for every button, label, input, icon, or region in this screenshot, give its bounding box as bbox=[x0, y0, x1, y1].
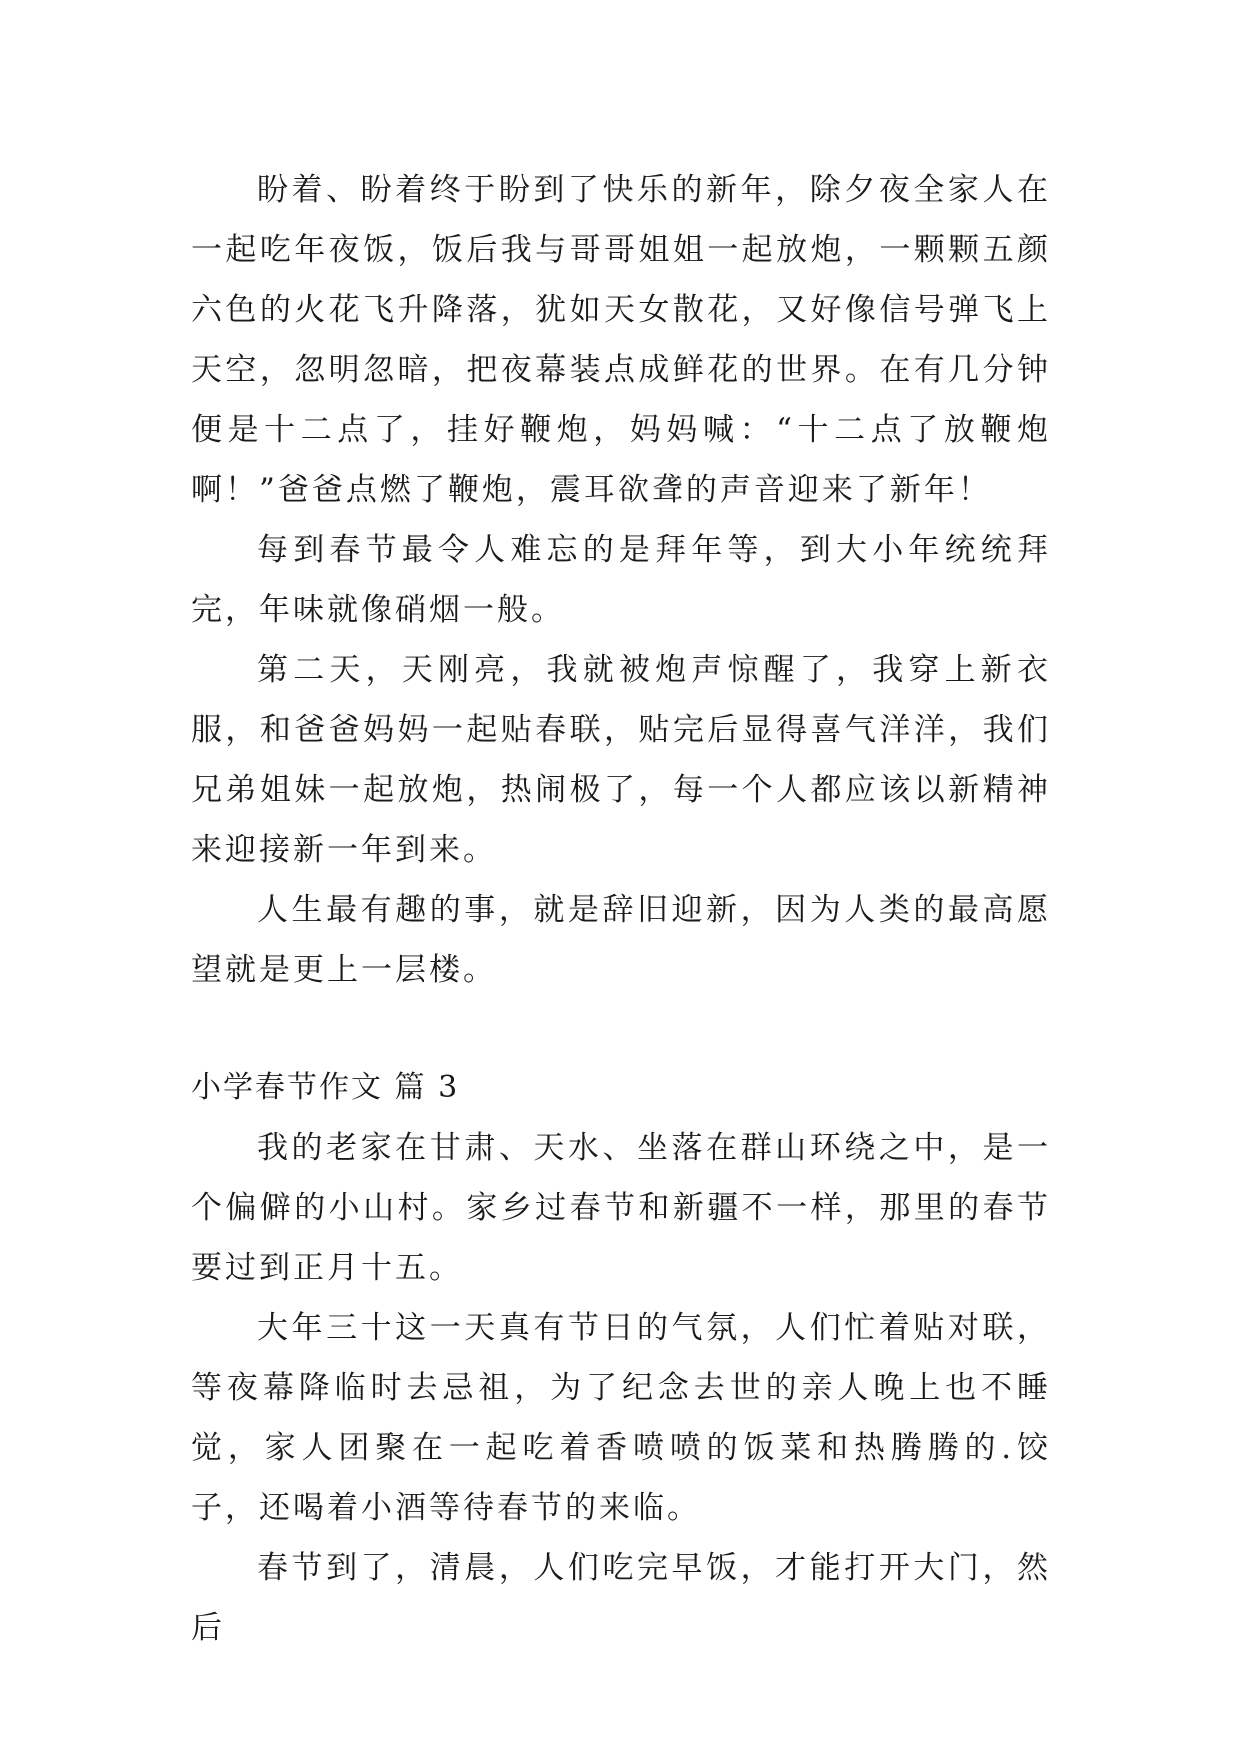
paragraph-new-year-eve: 盼着、盼着终于盼到了快乐的新年，除夕夜全家人在一起吃年夜饭，饭后我与哥哥姐姐一起放炮，一颗颗五颜六色的火花飞升降落，犹如天女散花，又好像信号弹飞上天空，忽明忽暗，把夜幕装点成鲜花的世界。在有几分钟便是十二点了，挂好鞭炮，妈妈喊：“十二点了放鞭炮啊！”爸爸点燃了鞭炮，震耳欲聋的声音迎来了新年！ bbox=[191, 172, 1051, 508]
paragraph-new-year-eve-hometown: 大年三十这一天真有节日的气氛，人们忙着贴对联，等夜幕降临时去忌祖，为了纪念去世的亲人晚上也不睡觉，家人团聚在一起吃着香喷喷的饭菜和热腾腾的.饺子，还喝着小酒等待春节的来临。 bbox=[191, 1310, 1051, 1526]
paragraph-new-year-greetings: 每到春节最令人难忘的是拜年等，到大小年统统拜完，年味就像硝烟一般。 bbox=[191, 532, 1051, 628]
document-page bbox=[191, 160, 1051, 1658]
paragraph-hometown: 我的老家在甘肃、天水、坐落在群山环绕之中，是一个偏僻的小山村。家乡过春节和新疆不一样，那里的春节要过到正月十五。 bbox=[191, 1130, 1051, 1286]
paragraph-spring-festival-morning: 春节到了，清晨，人们吃完早饭，才能打开大门，然后 bbox=[191, 1550, 1051, 1646]
section-heading: 小学春节作文 篇 3 bbox=[191, 1070, 460, 1105]
paragraph-second-day: 第二天，天刚亮，我就被炮声惊醒了，我穿上新衣服，和爸爸妈妈一起贴春联，贴完后显得喜气洋洋，我们兄弟姐妹一起放炮，热闹极了，每一个人都应该以新精神来迎接新一年到来。 bbox=[191, 652, 1051, 868]
paragraph-life-interest: 人生最有趣的事，就是辞旧迎新，因为人类的最高愿望就是更上一层楼。 bbox=[191, 892, 1051, 988]
